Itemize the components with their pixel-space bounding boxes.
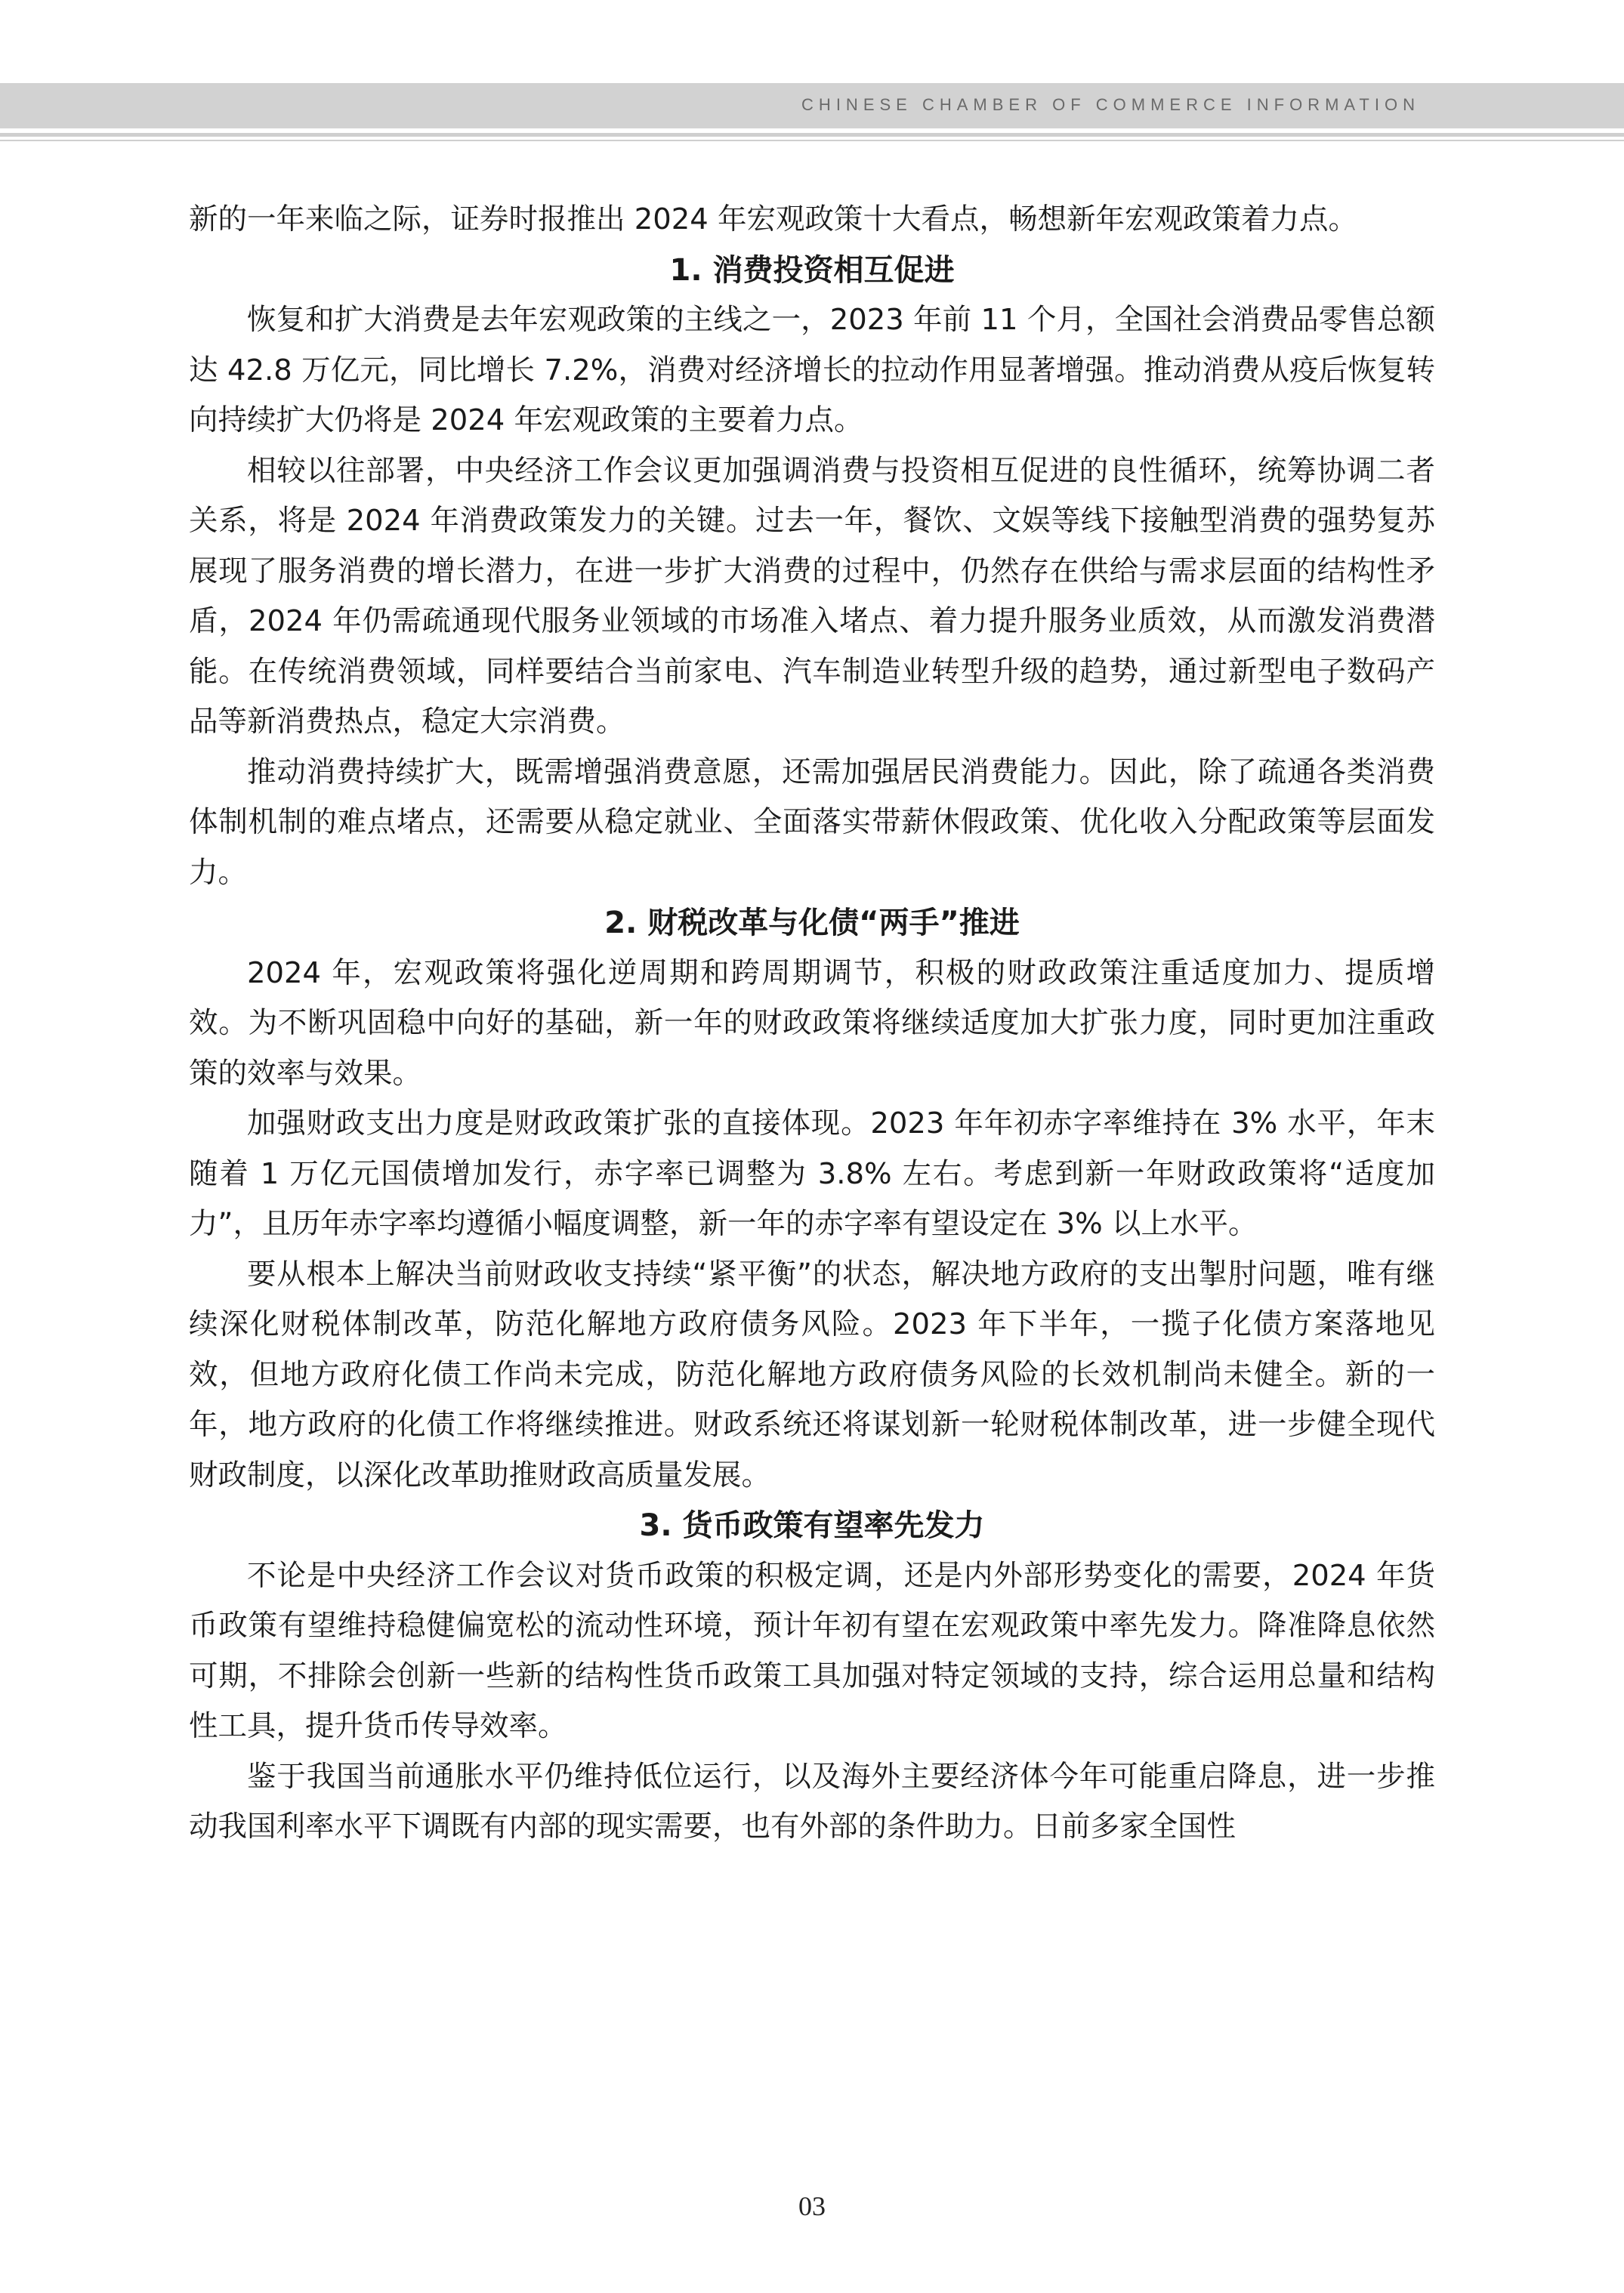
page-number: 03 [798,2191,826,2221]
paragraph: 推动消费持续扩大，既需增强消费意愿，还需加强居民消费能力。因此，除了疏通各类消费体制机制的难点堵点，还需要从稳定就业、全面落实带薪休假政策、优化收入分配政策等层面发力。 [189,755,1435,890]
paragraph: 鉴于我国当前通胀水平仍维持低位运行，以及海外主要经济体今年可能重启降息，进一步推动我国利率水平下调既有内部的现实需要，也有外部的条件助力。日前多家全国性 [189,1759,1435,1844]
section-heading-2: 2. 财税改革与化债“两手”推进 [604,906,1020,940]
paragraph: 要从根本上解决当前财政收支持续“紧平衡”的状态，解决地方政府的支出掣肘问题，唯有继续深化财税体制改革，防范化解地方政府债务风险。2023 年下半年，一揽子化债方案落地见效，但地方政府化债工作尚未完成，防范化解地方政府债务风险的长效机制尚未健全。新的一年，地方政府的化债工作将继续推进。财政系统还将谋划新一轮财税体制改革，进一步健全现代财政制度，以深化改革助推财政高质量发展。 [189,1257,1435,1492]
paragraph: 2024 年，宏观政策将强化逆周期和跨周期调节，积极的财政政策注重适度加力、提质增效。为不断巩固稳中向好的基础，新一年的财政政策将继续适度加大扩张力度，同时更加注重政策的效率与效果。 [189,955,1435,1091]
paragraph: 恢复和扩大消费是去年宏观政策的主线之一，2023 年前 11 个月，全国社会消费品零售总额达 42.8 万亿元，同比增长 7.2%，消费对经济增长的拉动作用显著增强。推动消费从疫后恢复转向持续扩大仍将是 2024 年宏观政策的主要着力点。 [189,303,1435,437]
section-heading-3: 3. 货币政策有望率先发力 [639,1508,985,1543]
paragraph: 加强财政支出力度是财政政策扩张的直接体现。2023 年年初赤字率维持在 3% 水平，年末随着 1 万亿元国债增加发行，赤字率已调整为 3.8% 左右。考虑到新一年财政政策将“适度加力”，且历年赤字率均遵循小幅度调整，新一年的赤字率有望设定在 3% 以上水平。 [189,1106,1435,1241]
header-title: CHINESE CHAMBER OF COMMERCE INFORMATION [801,95,1420,114]
header-rule [0,133,1624,137]
paragraph: 不论是中央经济工作会议对货币政策的积极定调，还是内外部形势变化的需要，2024 年货币政策有望维持稳健偏宽松的流动性环境，预计年初有望在宏观政策中率先发力。降准降息依然可期，不排除会创新一些新的结构性货币政策工具加强对特定领域的支持，综合运用总量和结构性工具，提升货币传导效率。 [189,1558,1435,1743]
header-rule-thin [0,140,1624,141]
article-body [189,195,1435,1853]
paragraph: 相较以往部署，中央经济工作会议更加强调消费与投资相互促进的良性循环，统筹协调二者关系，将是 2024 年消费政策发力的关键。过去一年，餐饮、文娱等线下接触型消费的强势复苏展现了服务消费的增长潜力，在进一步扩大消费的过程中，仍然存在供给与需求层面的结构性矛盾，2024 年仍需疏通现代服务业领域的市场准入堵点、着力提升服务业质效，从而激发消费潜能。在传统消费领域，同样要结合当前家电、汽车制造业转型升级的趋势，通过新型电子数码产品等新消费热点，稳定大宗消费。 [189,453,1435,739]
section-heading-1: 1. 消费投资相互促进 [669,252,955,288]
intro-paragraph: 新的一年来临之际，证券时报推出 2024 年宏观政策十大看点，畅想新年宏观政策着力点。 [189,202,1357,236]
